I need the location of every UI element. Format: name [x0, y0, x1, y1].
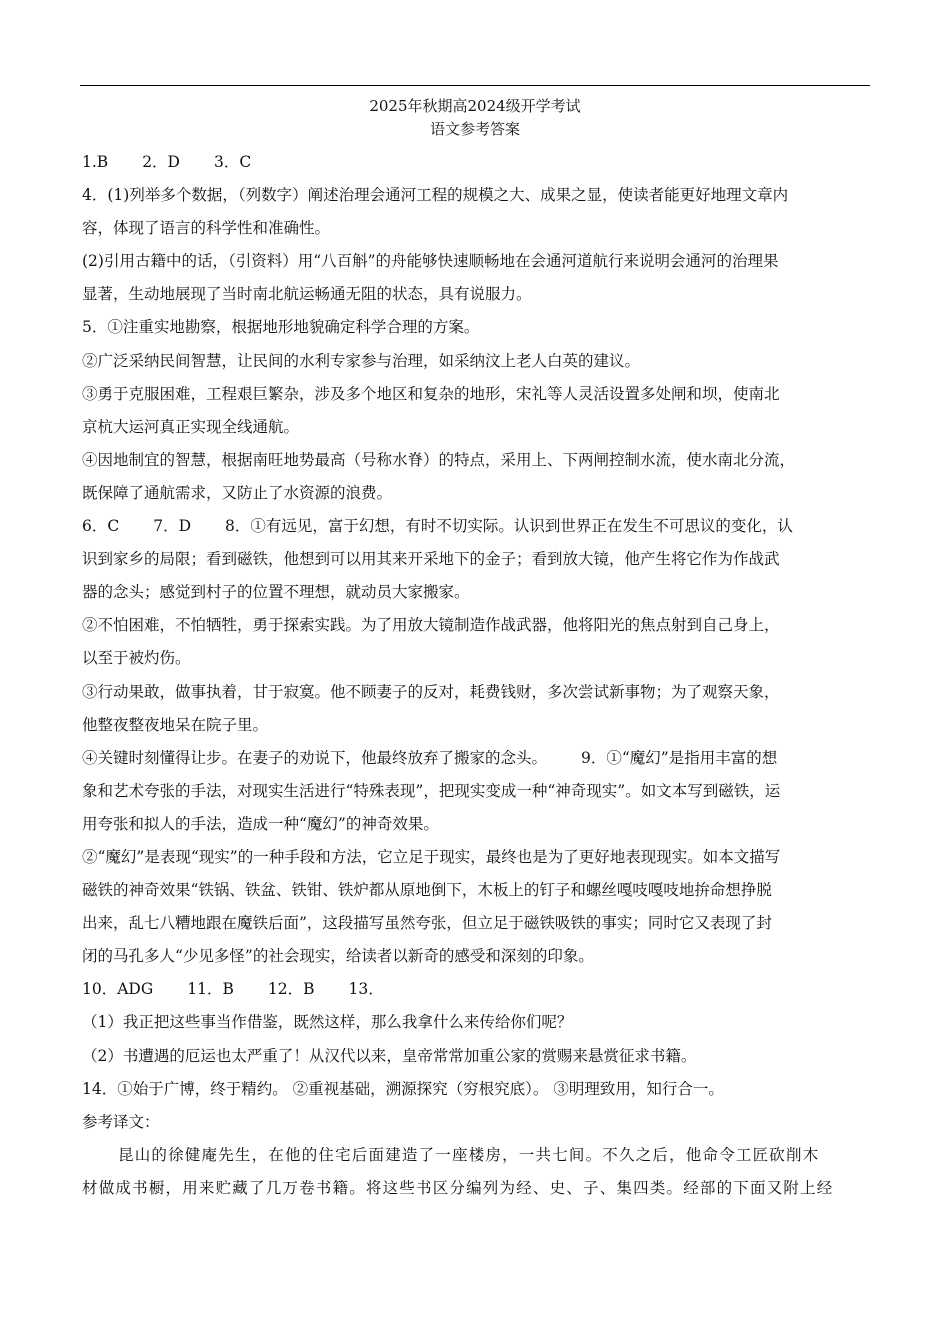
answer-9-line: 闭的马孔多人“少见多怪”的社会现实，给读者以新奇的感受和深刻的印象。 — [82, 947, 594, 966]
answer-12: 12．B — [267, 980, 315, 999]
answer-8-line: 识到家乡的局限；看到磁铁，他想到可以用其来开采地下的金子；看到放大镜，他产生将它作为作战武 — [82, 550, 780, 569]
answer-8-line: 以至于被灼伤。 — [82, 649, 191, 668]
answer-9-line: 磁铁的神奇效果“铁锅、铁盆、铁钳、铁炉都从原地倒下，木板上的钉子和螺丝嘎吱嘎吱地拚命想挣脱 — [82, 881, 772, 900]
answer-8-point-4: ④关键时刻懂得让步。在妻子的劝说下，他最终放弃了搬家的念头。 — [82, 748, 548, 767]
answer-5-line: 京杭大运河真正实现全线通航。 — [82, 417, 300, 436]
answer-13-line: （2）书遭遇的厄运也太严重了！从汉代以来，皇帝常常加重公家的赏赐来悬赏征求书籍。 — [82, 1046, 697, 1065]
answer-8-line: 器的念头；感觉到村子的位置不理想，就动员大家搬家。 — [82, 583, 470, 602]
exam-subtitle: 语文参考答案 — [429, 120, 520, 138]
answer-5-line: ②广泛采纳民间智慧，让民间的水利专家参与治理，如采纳汶上老人白英的建议。 — [82, 351, 641, 370]
answer-4-line: 4．(1)列举多个数据，（列数字）阐述治理会通河工程的规模之大、成果之显，使读者能更好地理文章内 — [82, 186, 789, 205]
answer-5-line: 既保障了通航需求，又防止了水资源的浪费。 — [82, 483, 393, 502]
answer-4-line: 显著，生动地展现了当时南北航运畅通无阻的状态，具有说服力。 — [82, 285, 532, 304]
answer-5-line: ④因地制宜的智慧，根据南旺地势最高（号称水脊）的特点，采用上、下两闸控制水流，使水南北分流， — [82, 450, 796, 469]
answer-8-line: ②不怕困难，不怕牺牲，勇于探索实践。为了用放大镜制造作战武器，他将阳光的焦点射到自己身上， — [82, 616, 780, 635]
answer-13-line: （1）我正把这些事当作借鉴，既然这样，那么我拿什么来传给你们呢？ — [82, 1013, 573, 1032]
translation-heading: 参考译文： — [82, 1112, 160, 1131]
answer-14: 14．①始于广博，终于精约。 ②重视基础，溯源探究（穷根究底）。 ③明理致用，知行合一。 — [82, 1079, 724, 1098]
answers-6-8 — [82, 510, 872, 543]
translation-line: 昆山的徐健庵先生，在他的住宅后面建造了一座楼房，一共七间。不久之后，他命令工匠砍削木 — [118, 1145, 820, 1164]
answer-9-line: ②“魔幻”是表现“现实”的一种手段和方法，它立足于现实，最终也是为了更好地表现现实。如本文描写 — [82, 847, 781, 866]
answer-4-line: 容，体现了语言的科学性和准确性。 — [82, 219, 331, 238]
answers-1-3 — [82, 146, 872, 179]
answer-5-line: 5．①注重实地勘察，根据地形地貌确定科学合理的方案。 — [82, 318, 480, 337]
translation-line: 材做成书橱，用来贮藏了几万卷书籍。将这些书区分编列为经、史、子、集四类。经部的下面又附上经 — [82, 1178, 834, 1197]
answer-4-line: (2)引用古籍中的话，（引资料）用“八百斛”的舟能够快速顺畅地在会通河道航行来说明会通河的治理果 — [82, 252, 779, 271]
answer-body — [82, 146, 872, 1205]
answer-8-line: ③行动果敢，做事执着，甘于寂寞。他不顾妻子的反对，耗费钱财，多次尝试新事物；为了观察天象， — [82, 682, 780, 701]
answer-9: 9．①“魔幻”是指用丰富的想 — [581, 748, 778, 767]
answer-11: 11．B — [187, 980, 234, 999]
header-rule — [80, 85, 870, 86]
answer-8-line: 他整夜整夜地呆在院子里。 — [82, 715, 269, 734]
answer-8: 8．①有远见，富于幻想，有时不切实际。认识到世界正在发生不可思议的变化，认 — [225, 517, 793, 536]
answer-9-line: 出来，乱七八糟地跟在魔铁后面”，这段描写虽然夸张，但立足于磁铁吸铁的事实；同时它又表现了封 — [82, 914, 772, 933]
answer-7: 7．D — [153, 517, 192, 536]
exam-title: 2025年秋期高2024级开学考试 — [369, 97, 581, 115]
answer-13: 13． — [348, 980, 384, 999]
answer-9-line: 象和艺术夸张的手法，对现实生活进行“特殊表现”，把现实变成一种“神奇现实”。如文本写到磁铁，运 — [82, 781, 781, 800]
answers-10-13 — [82, 973, 872, 1006]
answer-5-line: ③勇于克服困难，工程艰巨繁杂，涉及多个地区和复杂的地形，宋礼等人灵活设置多处闸和坝，使南北 — [82, 384, 780, 403]
answer-1: 1.B — [82, 153, 109, 171]
answer-10: 10．ADG — [82, 980, 154, 999]
answer-2: 2．D — [142, 153, 180, 171]
answer-6: 6．C — [82, 517, 120, 536]
answer-9-line: 用夸张和拟人的手法，造成一种“魔幻”的神奇效果。 — [82, 814, 439, 833]
answers-8-9 — [82, 742, 872, 775]
answer-3: 3．C — [213, 153, 252, 171]
